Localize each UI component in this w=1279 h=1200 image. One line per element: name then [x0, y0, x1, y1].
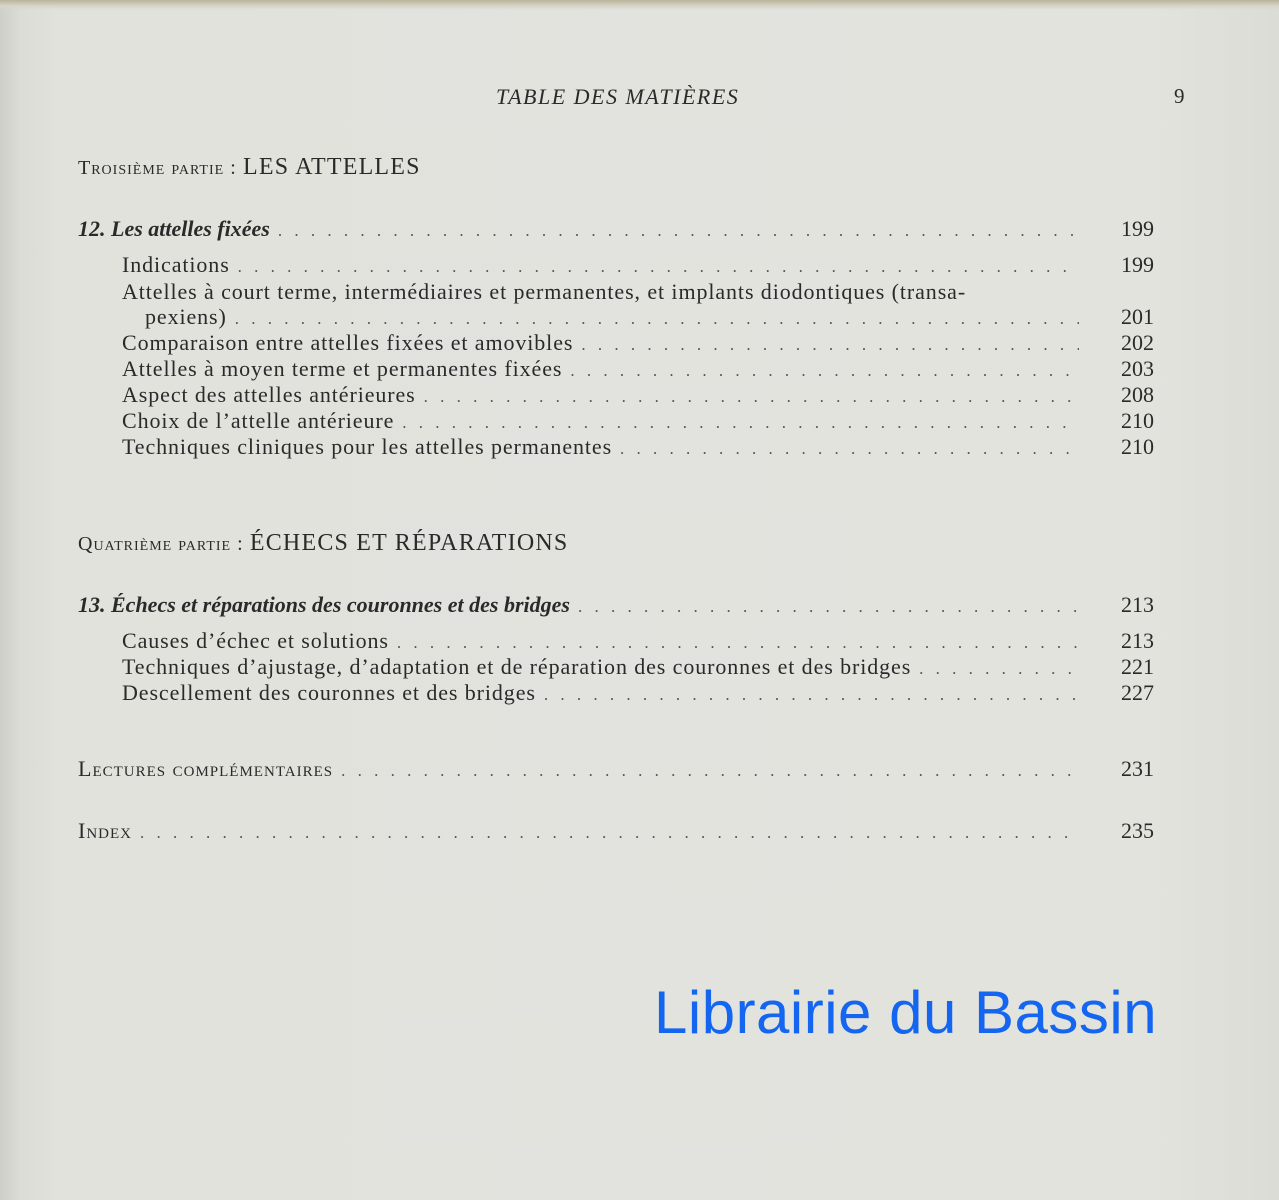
page-top-edge: [0, 0, 1279, 10]
page-ref: 202: [1121, 330, 1154, 355]
watermark-text: Librairie du Bassin: [654, 979, 1158, 1046]
entry-label: Descellement des couronnes et des bridges: [122, 680, 536, 705]
leader-dots: [402, 413, 1079, 433]
toc-entry[interactable]: [122, 654, 1154, 680]
toc-chapter-12[interactable]: [78, 216, 1154, 242]
part-title: ÉCHECS ET RÉPARATIONS: [249, 530, 569, 556]
toc-entry[interactable]: [122, 680, 1154, 706]
running-head: TABLE DES MATIÈRES: [496, 84, 740, 109]
page-ref: 203: [1121, 356, 1154, 381]
leader-dots: [140, 823, 1079, 843]
entry-label: Lectures complémentaires: [78, 756, 334, 781]
page-ref: 231: [1121, 756, 1154, 781]
toc-entry[interactable]: [122, 356, 1154, 382]
leader-dots: [397, 633, 1079, 653]
page-ref: 199: [1121, 216, 1154, 241]
toc-entry[interactable]: [145, 304, 1154, 330]
entry-label: Techniques d’ajustage, d’adaptation et de réparation des couronnes et des bridges: [122, 654, 912, 679]
toc-lectures[interactable]: [78, 756, 1154, 782]
toc-entry[interactable]: [122, 382, 1154, 408]
page-ref: 210: [1121, 434, 1154, 459]
entry-label-line1[interactable]: Attelles à court terme, intermédiaires et permanentes, et implants diodontiques (transa-: [122, 279, 967, 304]
toc-entry[interactable]: [122, 330, 1154, 356]
entry-label: Techniques cliniques pour les attelles permanentes: [122, 434, 613, 459]
toc-entry[interactable]: [122, 408, 1154, 434]
part-title: LES ATTELLES: [242, 154, 421, 180]
page-ref: 213: [1121, 592, 1154, 617]
leader-dots: [278, 221, 1079, 241]
entry-label: Choix de l’attelle antérieure: [122, 408, 395, 433]
leader-dots: [581, 335, 1079, 355]
entry-label: Index: [78, 818, 132, 843]
entry-label: Aspect des attelles antérieures: [122, 382, 416, 407]
entry-label-line2: pexiens): [145, 304, 227, 329]
leader-dots: [919, 659, 1079, 679]
toc-entry[interactable]: [122, 434, 1154, 460]
chapter-title: 12. Les attelles fixées: [78, 216, 270, 241]
page-ref: 201: [1121, 304, 1154, 329]
leader-dots: [235, 309, 1079, 329]
toc-chapter-13[interactable]: [78, 592, 1154, 618]
page-ref: 221: [1121, 654, 1154, 679]
toc-index[interactable]: [78, 818, 1154, 844]
page-ref: 227: [1121, 680, 1154, 705]
entry-label: Causes d’échec et solutions: [122, 628, 389, 653]
page-ref: 210: [1121, 408, 1154, 433]
chapter-title: 13. Échecs et réparations des couronnes et des bridges: [78, 592, 570, 617]
leader-dots: [570, 361, 1079, 381]
toc-entry[interactable]: [122, 252, 1154, 278]
part-prefix: Troisième partie :: [78, 157, 237, 179]
entry-label: Attelles à moyen terme et permanentes fixées: [122, 356, 563, 381]
leader-dots: [544, 685, 1079, 705]
part-heading-3: [78, 154, 421, 181]
page-ref: 199: [1121, 252, 1154, 277]
toc-entry[interactable]: [122, 628, 1154, 654]
page-ref: 208: [1121, 382, 1154, 407]
leader-dots: [578, 597, 1079, 617]
entry-label: Comparaison entre attelles fixées et amovibles: [122, 330, 574, 355]
entry-label: Indications: [122, 252, 230, 277]
page-number: 9: [1174, 84, 1185, 108]
leader-dots: [424, 387, 1079, 407]
page-ref: 235: [1121, 818, 1154, 843]
part-prefix: Quatrième partie :: [78, 533, 244, 555]
page-ref: 213: [1121, 628, 1154, 653]
leader-dots: [620, 439, 1079, 459]
part-heading-4: [78, 530, 568, 557]
leader-dots: [238, 257, 1079, 277]
leader-dots: [341, 761, 1079, 781]
